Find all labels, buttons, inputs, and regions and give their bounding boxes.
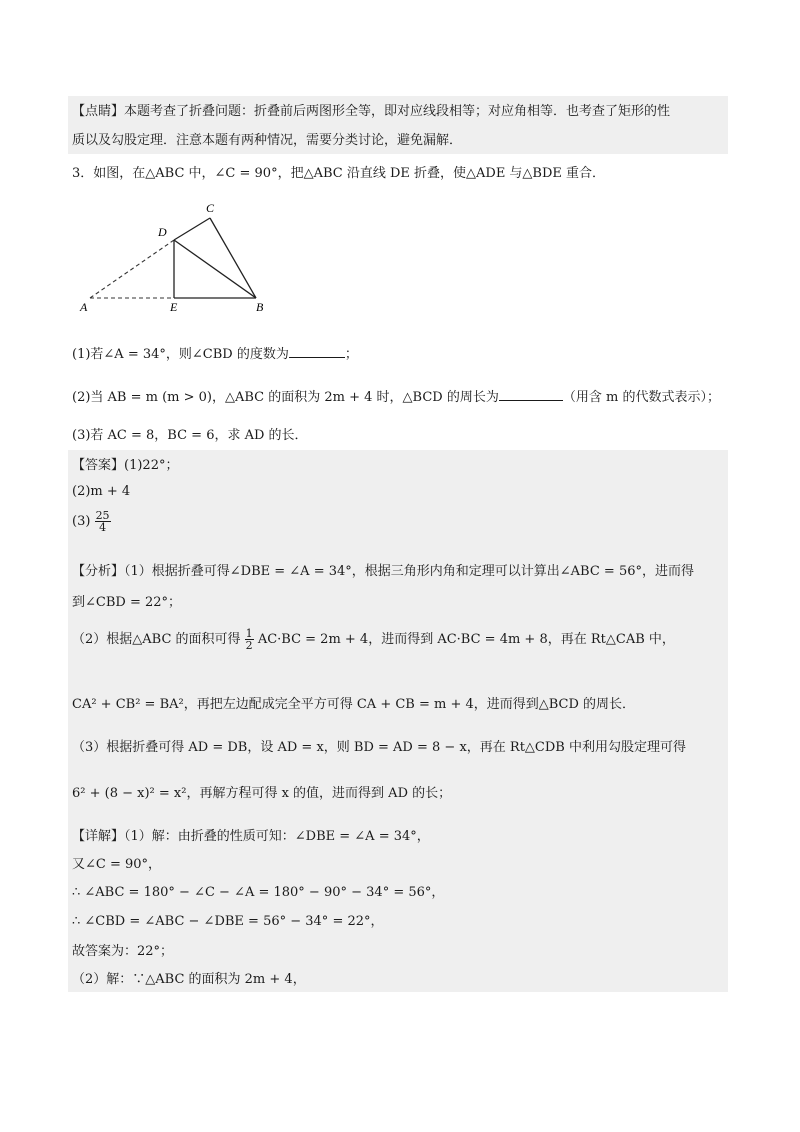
analysis-line-3: （2）根据△ABC 的面积可得 $\frac{1}{2}$ AC·BC = 2m + 4，进而得到 AC·BC = 4m + 8，再在 Rt△CAB 中，: [72, 627, 675, 652]
answer-fraction: $\frac{25}{4}$: [95, 509, 110, 534]
label-D: D: [158, 225, 167, 239]
triangle-figure: [78, 198, 278, 320]
analysis-fraction: $\frac{1}{2}$: [245, 627, 253, 652]
answer-line-3: (3) $\frac{25}{4}$: [72, 509, 110, 534]
note-line-1: 【点睛】本题考查了折叠问题：折叠前后两图形全等，即对应线段相等；对应角相等．也考查了矩形的性: [72, 104, 671, 119]
analysis-line-6: 6² + (8 − x)² = x²，再解方程可得 x 的值，进而得到 AD 的长；: [72, 786, 452, 801]
line-AD-dashed: [90, 240, 174, 298]
question-3: (3)若 AC = 8，BC = 6，求 AD 的长．: [72, 428, 308, 443]
analysis-line-5: （3）根据折叠可得 AD = DB，设 AD = x，则 BD = AD = 8 − x，再在 Rt△CDB 中利用勾股定理可得: [72, 740, 686, 755]
answer-line-1: 【答案】(1)22°；: [72, 458, 179, 473]
note-box: [68, 96, 728, 154]
label-B: B: [256, 300, 264, 314]
detail-line-5: 故答案为：22°；: [72, 944, 174, 959]
analysis-line-4: CA² + CB² = BA²，再把左边配成完全平方可得 CA + CB = m + 4，进而得到△BCD 的周长．: [72, 697, 636, 712]
detail-line-4: ∴ ∠CBD = ∠ABC − ∠DBE = 56° − 34° = 22°，: [72, 914, 384, 929]
solution-box: [68, 450, 728, 992]
question-2: (2)当 AB = m (m > 0)，△ABC 的面积为 2m + 4 时，△BCD 的周长为 （用含 m 的代数式表示）；: [72, 390, 720, 405]
line-CB: [210, 218, 256, 298]
detail-line-2: 又∠C = 90°，: [72, 857, 162, 872]
detail-line-6: （2）解：∵△ABC 的面积为 2m + 4，: [72, 972, 306, 987]
answer-label: 【答案】: [72, 458, 125, 473]
answer-blank-2[interactable]: [499, 400, 563, 401]
detail-line-1: 【详解】（1）解：由折叠的性质可知：∠DBE = ∠A = 34°，: [72, 829, 430, 844]
analysis-line-1: 【分析】（1）根据折叠可得∠DBE = ∠A = 34°，根据三角形内角和定理可以计算出∠ABC = 56°，进而得: [72, 564, 694, 579]
line-DC: [174, 218, 210, 240]
answer-blank-1[interactable]: [289, 357, 345, 358]
label-A: A: [80, 300, 88, 314]
analysis-line-2: 到∠CBD = 22°；: [72, 595, 182, 610]
answer-line-2: (2)m + 4: [72, 484, 131, 499]
label-C: C: [206, 201, 215, 215]
question-1: (1)若∠A = 34°，则∠CBD 的度数为 ；: [72, 347, 358, 362]
problem-stem: 3．如图，在△ABC 中，∠C = 90°，把△ABC 沿直线 DE 折叠，使△ADE 与△BDE 重合．: [72, 166, 606, 181]
detail-line-3: ∴ ∠ABC = 180° − ∠C − ∠A = 180° − 90° − 34° = 56°，: [72, 885, 445, 900]
note-line-2: 质以及勾股定理．注意本题有两种情况，需要分类讨论，避免漏解．: [72, 133, 463, 148]
label-E: E: [170, 300, 178, 314]
line-DB: [174, 240, 256, 298]
